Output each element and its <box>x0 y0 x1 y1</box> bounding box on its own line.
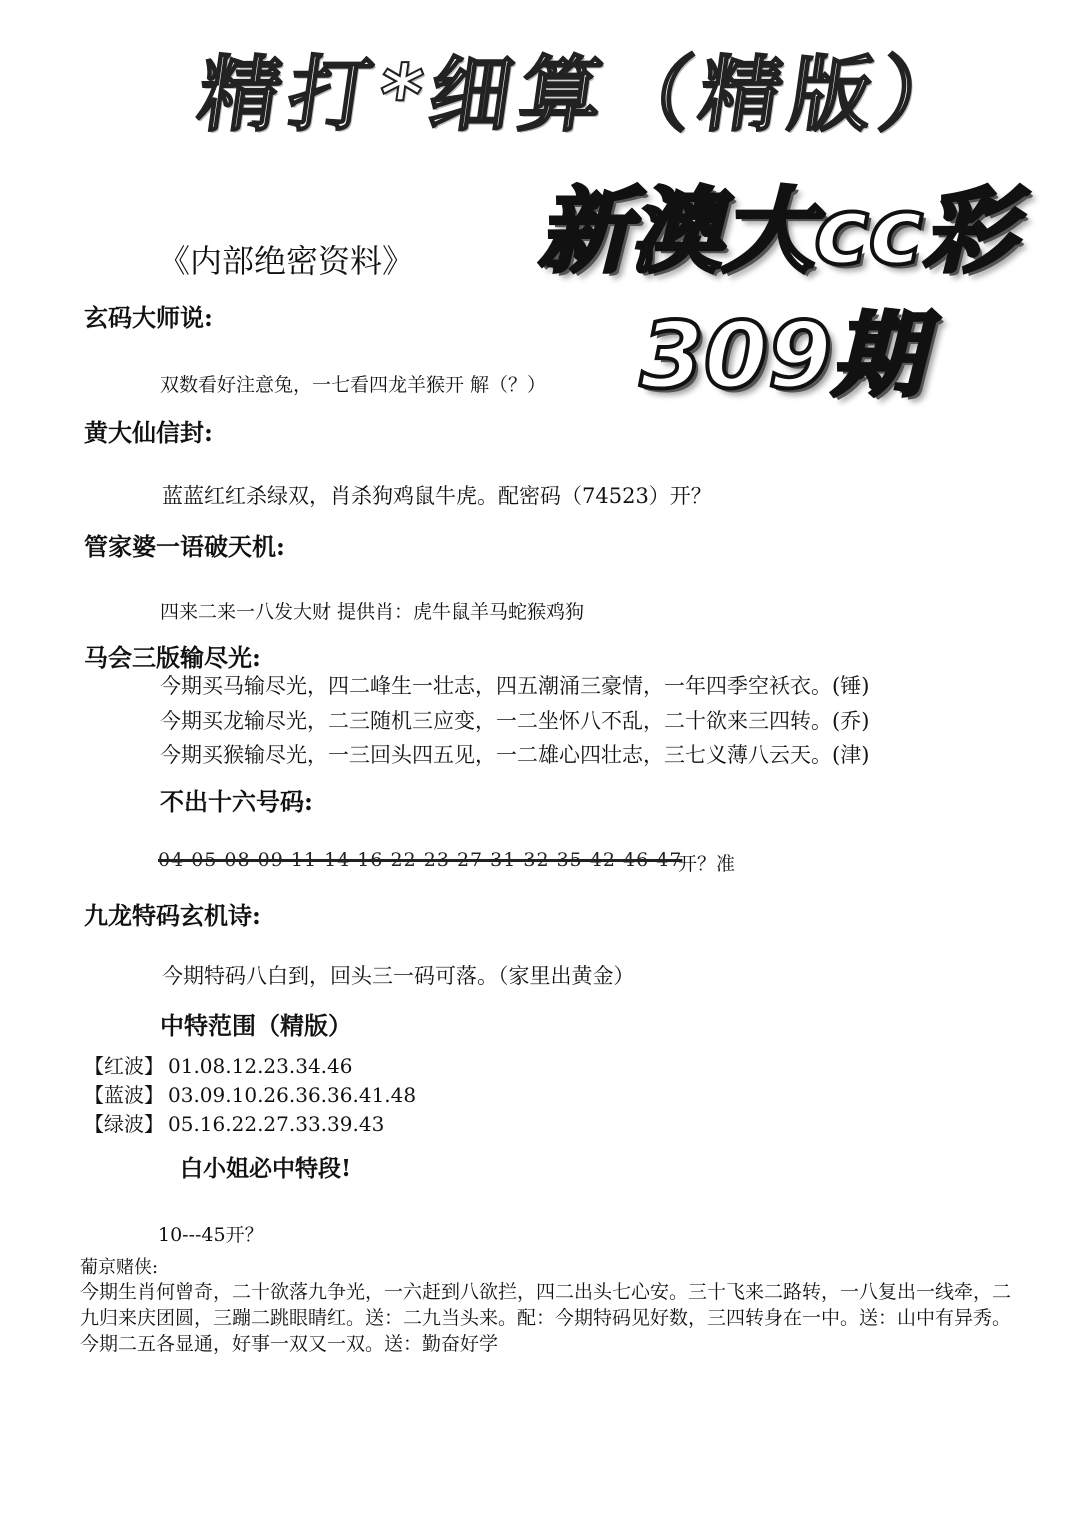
jiulong-heading: 九龙特码玄机诗: <box>84 901 261 930</box>
huang-text: 蓝蓝红红杀绿双，肖杀狗鸡鼠牛虎。配密码（74523）开？ <box>162 484 712 508</box>
wave-label: 【红波】 <box>84 1054 164 1078</box>
jiulong-text: 今期特码八白到，回头三一码可落。（家里出黄金） <box>162 964 635 988</box>
wave-numbers: 03.09.10.26.36.36.41.48 <box>168 1083 417 1107</box>
xuanma-text: 双数看好注意兔，一七看四龙羊猴开 解（？） <box>160 374 547 396</box>
mahui-heading: 马会三版输尽光: <box>84 643 261 672</box>
wave-row-blue <box>84 1079 416 1108</box>
pujing-paragraph: 今期生肖何曾奇，二十欲落九争光，一六赶到八欲拦，四二出头七心安。三十飞来二路转，一八复出一线牵，二九归来庆团圆，三蹦二跳眼睛红。送：二九当头来。配：今期特码见好数，三四转身在一中。送：山中有异秀。今期二五各显通，好事一双又一双。送：勤奋好学 <box>80 1281 1012 1355</box>
document-title: 《内部绝密资料》 <box>158 242 415 280</box>
issue-number: 309期 <box>640 302 925 409</box>
wave-label: 【蓝波】 <box>84 1083 164 1107</box>
buchu-heading: 不出十六号码: <box>160 787 313 816</box>
xuanma-heading: 玄码大师说: <box>84 303 213 332</box>
brand-title: 新澳大cc彩 <box>538 178 1016 285</box>
pujing-title: 葡京赌侠: <box>80 1257 159 1278</box>
wave-numbers: 01.08.12.23.34.46 <box>168 1054 353 1078</box>
wave-label: 【绿波】 <box>84 1112 164 1136</box>
guanjia-heading: 管家婆一语破天机: <box>84 532 285 561</box>
wave-row-green <box>84 1108 384 1137</box>
mahui-line: 今期买猴输尽光，一三回头四五见，一二雄心四壮志，三七义薄八云天。(津) <box>160 743 870 767</box>
mahui-line: 今期买马输尽光，四二峰生一壮志，四五潮涌三豪情，一年四季空袄衣。(锤) <box>160 674 870 698</box>
zhongte-heading: 中特范围（精版） <box>160 1011 352 1040</box>
excluded-suffix: 开？准 <box>678 853 736 875</box>
wave-numbers: 05.16.22.27.33.39.43 <box>168 1112 385 1136</box>
huang-heading: 黄大仙信封: <box>84 418 213 447</box>
art-title: 精打*细算（精版） <box>192 48 977 143</box>
bai-range: 10---45开？ <box>158 1224 264 1246</box>
guanjia-text: 四来二来一八发大财 提供肖：虎牛鼠羊马蛇猴鸡狗 <box>160 601 585 623</box>
bai-heading: 白小姐必中特段! <box>180 1155 352 1182</box>
wave-row-red <box>84 1050 352 1079</box>
mahui-line: 今期买龙输尽光，二三随机三应变，一二坐怀八不乱，二十欲来三四转。(乔) <box>160 709 870 733</box>
excluded-numbers: 04 05 08 09 11 14 16 22 23 27 31 32 35 42 46 47 <box>158 849 683 871</box>
